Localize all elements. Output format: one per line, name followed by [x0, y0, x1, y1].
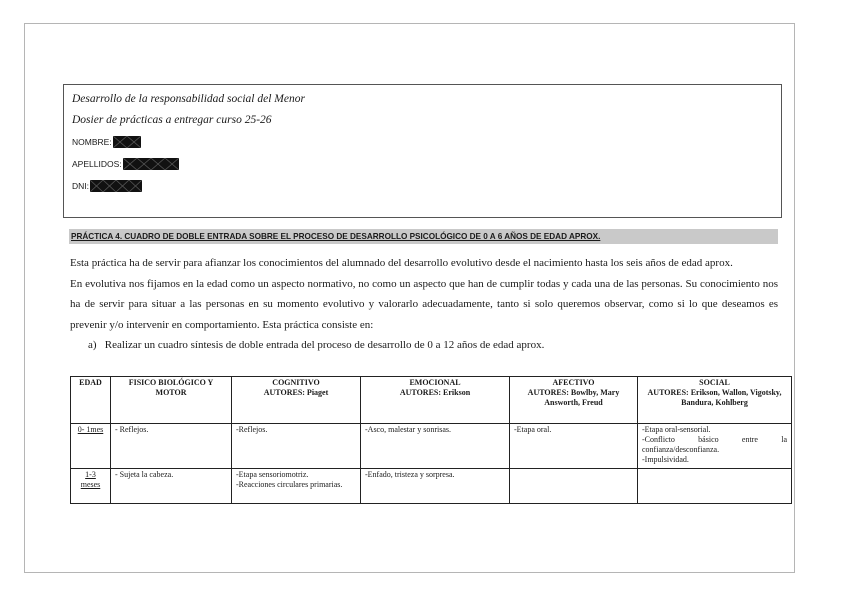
paragraph-normative: En evolutiva nos fijamos en la edad como un aspecto normativo, no como un aspecto que han de cumplir todas y cada una de las personas. Su conocimiento nos ha de servir para situar a las personas en su momento evolutivo y valorarlo adecuadamente, tanto si solo queremos observar, como si lo que deseamos es prevenir y/o intervenir en comportamiento. Esta práctica consiste en: — [70, 277, 778, 331]
social-title: SOCIAL — [699, 378, 730, 387]
emocional-authors: AUTORES: Erikson — [399, 388, 471, 397]
afectivo-title: AFECTIVO — [552, 378, 595, 387]
social-cell — [638, 469, 792, 504]
cognitivo-cell — [232, 469, 361, 504]
table-header-row — [71, 377, 792, 424]
course-title: Desarrollo de la responsabilidad social del Menor — [72, 93, 305, 105]
header-cognitivo — [232, 377, 361, 424]
dossier-subtitle: Dosier de prácticas a entregar curso 25-26 — [72, 114, 272, 126]
social-line: -Impulsividad. — [642, 455, 689, 464]
header-edad: EDAD — [71, 377, 111, 424]
nombre-label: NOMBRE: — [72, 137, 112, 147]
social-cell — [638, 424, 792, 469]
cognitivo-line: -Reacciones circulares primarias. — [236, 480, 343, 489]
afectivo-cell — [510, 469, 638, 504]
emocional-title: EMOCIONAL — [409, 378, 461, 387]
fisico-cell: - Reflejos. — [111, 424, 232, 469]
practice-title: PRÁCTICA 4. CUADRO DE DOBLE ENTRADA SOBRE EL PROCESO DE DESARROLLO PSICOLÓGICO DE 0 A 6 AÑOS DE EDAD APROX. — [69, 229, 778, 244]
cognitivo-line: -Etapa sensoriomotriz. — [236, 470, 309, 479]
age-cell: 1-3 meses — [71, 469, 111, 504]
table-row — [71, 469, 792, 504]
emocional-cell: -Asco, malestar y sonrisas. — [361, 424, 510, 469]
afectivo-cell: -Etapa oral. — [510, 424, 638, 469]
social-line: -Etapa oral-sensorial. — [642, 425, 711, 434]
apellidos-label: APELLIDOS: — [72, 159, 122, 169]
dni-field — [72, 175, 773, 197]
dni-redaction — [90, 180, 142, 192]
task-item-a: a) Realizar un cuadro síntesis de doble entrada del proceso de desarrollo de 0 a 12 años de edad aprox. — [88, 339, 545, 351]
practice-description — [70, 253, 778, 356]
development-table — [70, 376, 792, 504]
cognitivo-authors: AUTORES: Piaget — [263, 388, 329, 397]
afectivo-authors: AUTORES: Bowlby, Mary Answorth, Freud — [527, 388, 620, 407]
apellidos-redaction — [123, 158, 179, 170]
header-afectivo — [510, 377, 638, 424]
header-emocional — [361, 377, 510, 424]
table-row — [71, 424, 792, 469]
dni-label: DNI: — [72, 181, 89, 191]
header-social — [638, 377, 792, 424]
nombre-redaction — [113, 136, 141, 148]
fisico-cell: - Sujeta la cabeza. — [111, 469, 232, 504]
nombre-field — [72, 131, 773, 153]
cognitivo-cell: -Reflejos. — [232, 424, 361, 469]
social-line: -Conflicto básico entre la confianza/desconfianza. — [642, 435, 787, 454]
social-authors: AUTORES: Erikson, Wallon, Vigotsky, Bandura, Kohlberg — [647, 388, 782, 407]
header-fisico: FISICO BIOLÓGICO Y MOTOR — [111, 377, 232, 424]
paragraph-intro: Esta práctica ha de servir para afianzar los conocimientos del alumnado del desarrollo evolutivo desde el nacimiento hasta los seis años de edad aprox. — [70, 257, 733, 269]
student-header-box — [63, 84, 782, 218]
cognitivo-title: COGNITIVO — [272, 378, 320, 387]
age-cell: 0- 1mes — [71, 424, 111, 469]
apellidos-field — [72, 153, 773, 175]
emocional-cell: -Enfado, tristeza y sorpresa. — [361, 469, 510, 504]
